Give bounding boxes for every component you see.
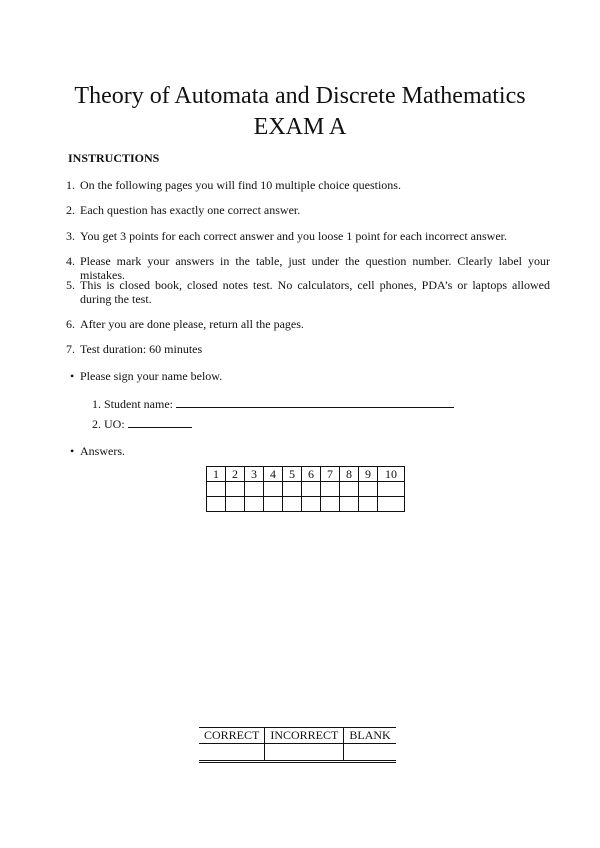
instruction-item	[66, 203, 550, 217]
answer-cell[interactable]	[207, 482, 226, 497]
uo-line[interactable]	[128, 418, 192, 428]
student-name-label: Student name:	[104, 397, 173, 411]
answer-row	[207, 482, 405, 497]
answer-cell[interactable]	[207, 497, 226, 512]
instruction-item	[66, 278, 550, 306]
answer-header-row	[207, 467, 405, 482]
answer-cell[interactable]	[302, 482, 321, 497]
answers-label: Answers.	[80, 444, 125, 458]
instruction-text: Please mark your answers in the table, just under the question number. Clearly label your mistakes.	[80, 254, 550, 282]
answer-cell[interactable]	[283, 497, 302, 512]
instruction-item	[66, 178, 550, 192]
instruction-number: 3.	[66, 229, 75, 243]
bullet-dot: •	[70, 444, 75, 458]
answer-cell[interactable]	[378, 482, 405, 497]
exam-subtitle: EXAM A	[253, 114, 347, 140]
field-number: 2.	[92, 417, 101, 431]
blank-cell[interactable]	[344, 744, 396, 762]
incorrect-cell[interactable]	[265, 744, 344, 762]
uo-label: UO:	[104, 417, 125, 431]
question-number-cell: 2	[226, 467, 245, 482]
instruction-text: Each question has exactly one correct answer.	[80, 203, 301, 217]
question-number-cell: 9	[359, 467, 378, 482]
answer-cell[interactable]	[226, 497, 245, 512]
blank-header: BLANK	[344, 728, 396, 744]
answer-cell[interactable]	[245, 482, 264, 497]
answer-cell[interactable]	[340, 482, 359, 497]
instruction-number: 1.	[66, 178, 75, 192]
instruction-number: 2.	[66, 203, 75, 217]
uo-field[interactable]	[92, 417, 192, 432]
sign-bullet-item	[70, 369, 222, 384]
question-number-cell: 4	[264, 467, 283, 482]
score-value-row	[199, 744, 396, 762]
correct-cell[interactable]	[199, 744, 265, 762]
answer-cell[interactable]	[264, 497, 283, 512]
instruction-text: You get 3 points for each correct answer and you loose 1 point for each incorrect answer.	[80, 229, 507, 243]
answer-cell[interactable]	[321, 497, 340, 512]
answer-cell[interactable]	[321, 482, 340, 497]
instruction-item	[66, 229, 550, 243]
question-number-cell: 8	[340, 467, 359, 482]
correct-header: CORRECT	[199, 728, 265, 744]
question-number-cell: 1	[207, 467, 226, 482]
student-name-line[interactable]	[176, 398, 454, 408]
question-number-cell: 6	[302, 467, 321, 482]
answer-row	[207, 497, 405, 512]
answer-cell[interactable]	[340, 497, 359, 512]
score-table	[199, 727, 396, 763]
instruction-text: After you are done please, return all the pages.	[80, 317, 304, 331]
instruction-text: On the following pages you will find 10 multiple choice questions.	[80, 178, 401, 192]
bullet-dot: •	[70, 369, 75, 383]
instruction-number: 7.	[66, 342, 75, 356]
instruction-number: 6.	[66, 317, 75, 331]
answer-cell[interactable]	[226, 482, 245, 497]
instruction-item	[66, 342, 550, 356]
answer-cell[interactable]	[378, 497, 405, 512]
answer-cell[interactable]	[359, 482, 378, 497]
incorrect-header: INCORRECT	[265, 728, 344, 744]
exam-title: Theory of Automata and Discrete Mathematics	[74, 83, 526, 109]
answer-cell[interactable]	[264, 482, 283, 497]
instructions-heading: INSTRUCTIONS	[68, 151, 160, 165]
question-number-cell: 10	[378, 467, 405, 482]
answer-cell[interactable]	[283, 482, 302, 497]
question-number-cell: 3	[245, 467, 264, 482]
question-number-cell: 7	[321, 467, 340, 482]
instruction-number: 5.	[66, 278, 75, 292]
answer-cell[interactable]	[245, 497, 264, 512]
instruction-text: Test duration: 60 minutes	[80, 342, 203, 356]
instruction-number: 4.	[66, 254, 75, 268]
field-number: 1.	[92, 397, 101, 411]
student-name-field[interactable]	[92, 397, 454, 412]
answer-cell[interactable]	[359, 497, 378, 512]
answer-cell[interactable]	[302, 497, 321, 512]
answers-bullet-item	[70, 444, 125, 459]
instruction-text: This is closed book, closed notes test. No calculators, cell phones, PDA’s or laptops allowed during the test.	[80, 278, 550, 306]
sign-instruction: Please sign your name below.	[80, 369, 223, 383]
question-number-cell: 5	[283, 467, 302, 482]
score-header-row	[199, 728, 396, 744]
answer-table	[206, 466, 405, 512]
instruction-item	[66, 317, 550, 331]
